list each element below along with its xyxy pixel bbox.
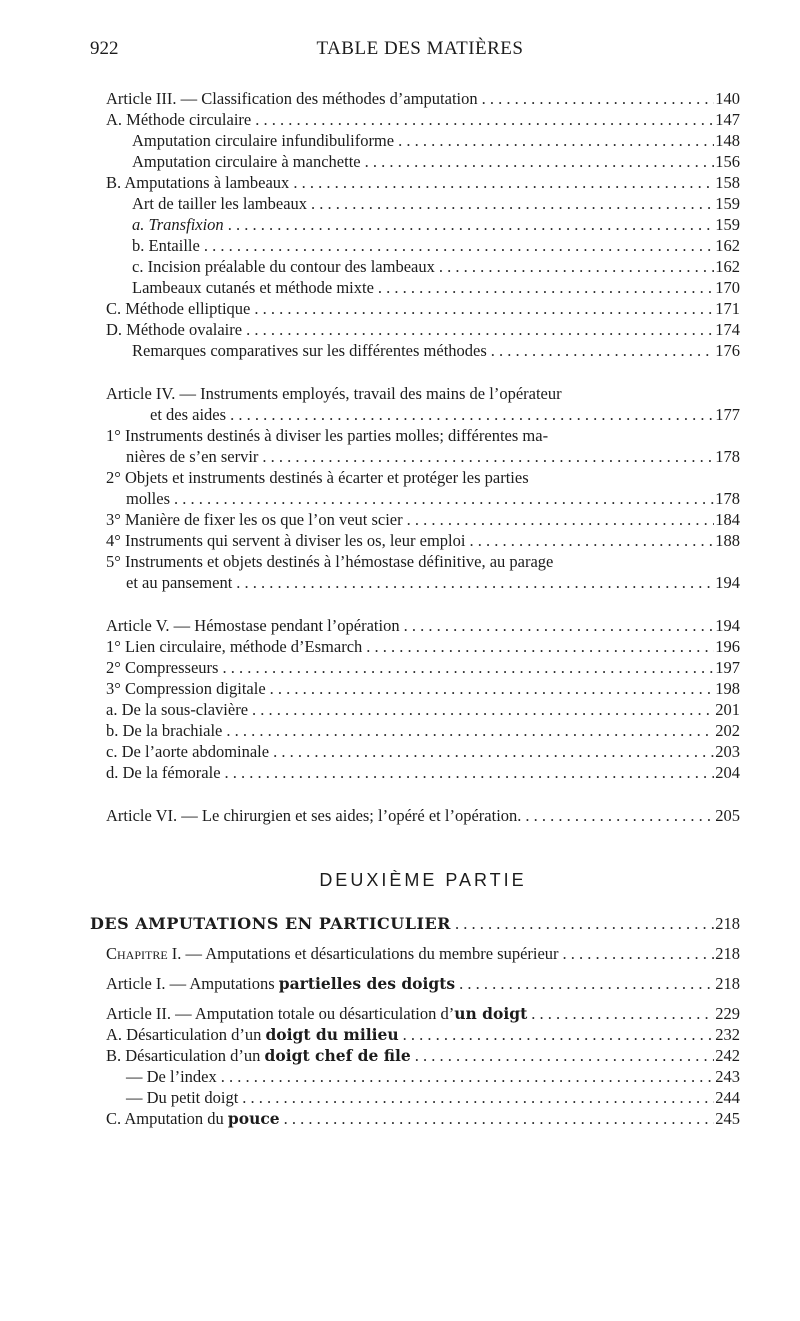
toc-entry: 3° Compression digitale . . . 198	[106, 678, 740, 699]
toc-entry: Chapitre I. — Amputations et désarticulations du membre supérieur . . . 218	[106, 943, 740, 964]
toc-entry: Article II. — Amputation totale ou désarticulation d’un doigt . . . 229	[106, 1003, 740, 1024]
page-number: 922	[90, 38, 119, 59]
toc-entry: c. Incision préalable du contour des lambeaux . . . 162	[106, 256, 740, 277]
toc-entry: Article VI. — Le chirurgien et ses aides; l’opéré et l’opération. . . . 205	[106, 805, 740, 826]
toc-entry: 3° Manière de fixer les os que l’on veut scier . . . 184	[106, 509, 740, 530]
toc-entry: 1° Lien circulaire, méthode d’Esmarch . . . 196	[106, 636, 740, 657]
toc-entry: Lambeaux cutanés et méthode mixte . . . 170	[106, 277, 740, 298]
toc-entry: 2° Compresseurs . . . 197	[106, 657, 740, 678]
toc-entry: Article I. — Amputations partielles des doigts . . . 218	[106, 973, 740, 994]
toc-entry: Article III. — Classification des méthodes d’amputation . . . 140	[106, 88, 740, 109]
toc-entry: a. De la sous-clavière . . . 201	[106, 699, 740, 720]
toc-entry: Art de tailler les lambeaux . . . 159	[106, 193, 740, 214]
toc-entry: A. Désarticulation d’un doigt du milieu . . . 232	[106, 1024, 740, 1045]
toc-entry: B. Désarticulation d’un doigt chef de file . . . 242	[106, 1045, 740, 1066]
toc-entry: A. Méthode circulaire . . . 147	[106, 109, 740, 130]
part-title: DEUXIÈME PARTIE	[319, 870, 527, 890]
toc-entry: 4° Instruments qui servent à diviser les os, leur emploi . . . 188	[106, 530, 740, 551]
toc-entry: C. Méthode elliptique . . . 171	[106, 298, 740, 319]
page-header	[90, 38, 750, 68]
toc-entry: — Du petit doigt . . . 244	[106, 1087, 740, 1108]
toc-entry: Article IV. — Instruments employés, travail des mains de l’opérateur et des aides . . . 177	[106, 383, 740, 425]
toc-entry: Amputation circulaire infundibuliforme . . . 148	[106, 130, 740, 151]
toc-entry: c. De l’aorte abdominale . . . 203	[106, 741, 740, 762]
toc-entry: Article V. — Hémostase pendant l’opération . . . 194	[106, 615, 740, 636]
toc-entry: DES AMPUTATIONS EN PARTICULIER . . . 218	[90, 913, 740, 934]
table-of-contents	[90, 88, 740, 1129]
toc-entry: 1° Instruments destinés à diviser les parties molles; différentes ma- nières de s’en servir . . . 178	[106, 425, 740, 467]
toc-entry: b. Entaille . . . 162	[106, 235, 740, 256]
toc-entry: Amputation circulaire à manchette . . . 156	[106, 151, 740, 172]
toc-entry: 2° Objets et instruments destinés à écarter et protéger les parties molles . . . 178	[106, 467, 740, 509]
toc-entry: B. Amputations à lambeaux . . . 158	[106, 172, 740, 193]
running-title: TABLE DES MATIÈRES	[316, 38, 524, 59]
toc-entry: — De l’index . . . 243	[106, 1066, 740, 1087]
toc-entry: D. Méthode ovalaire . . . 174	[106, 319, 740, 340]
toc-entry: d. De la fémorale . . . 204	[106, 762, 740, 783]
toc-entry: Remarques comparatives sur les différentes méthodes . . . 176	[106, 340, 740, 361]
toc-entry: a. Transfixion . . . 159	[106, 214, 740, 235]
toc-entry: b. De la brachiale . . . 202	[106, 720, 740, 741]
toc-entry: 5° Instruments et objets destinés à l’hémostase définitive, au parage et au pansement . . . 194	[106, 551, 740, 593]
toc-entry: C. Amputation du pouce . . . 245	[106, 1108, 740, 1129]
